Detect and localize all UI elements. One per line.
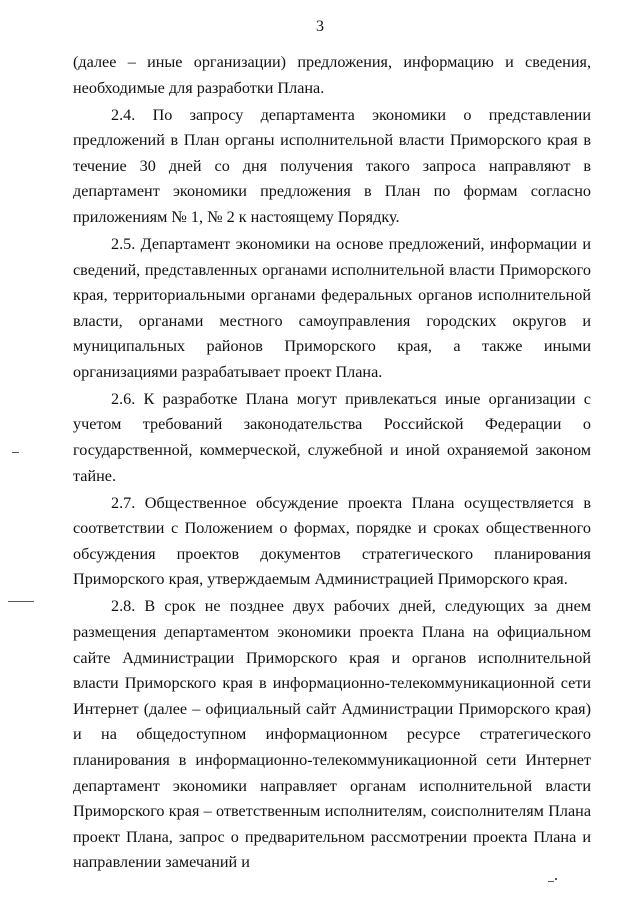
- scan-artifact-mark: [8, 601, 34, 602]
- paragraph-2-5: 2.5. Департамент экономики на основе предложений, информации и сведений, представленных органами исполнительной власти Приморского края, территориальными органами федеральных органов исполнительной власти, органами местного самоуправления городских округов и муниципальных районов Приморского края, а также иными организациями разрабатывает проект Плана.: [73, 234, 591, 381]
- scan-artifact-mark: [555, 878, 557, 880]
- paragraph-2-7: 2.7. Общественное обсуждение проекта Плана осуществляется в соответствии с Положением о формах, порядке и сроках общественного обсуждения проектов документов стратегического планирования Приморского края, утверждаемым Администрацией Приморского края.: [73, 493, 591, 589]
- paragraph-2-8: 2.8. В срок не позднее двух рабочих дней, следующих за днем размещения департаментом экономики проекта Плана на официальном сайте Администрации Приморского края и органов исполнительной власти Приморского края в информационно-телекоммуникационной сети Интернет (далее – официальный сайт Администрации Приморского края) и на общедоступном информационном ресурсе стратегического планирования в информационно-телекоммуникационной сети Интернет департамент экономики направляет органам исполнительной власти Приморского края – ответственным исполнителям, соисполнителям Плана проект Плана, запрос о предварительном рассмотрении проекта Плана и направлении замечаний и: [73, 597, 591, 872]
- paragraph-continuation: (далее – иные организации) предложения, информацию и сведения, необходимые для разработки Плана.: [73, 53, 591, 97]
- scan-artifact-mark: [12, 452, 19, 453]
- paragraph-2-6: 2.6. К разработке Плана могут привлекаться иные организации с учетом требований законодательства Российской Федерации о государственной, коммерческой, служебной и иной охраняемой законом тайне.: [73, 389, 591, 485]
- page-number: 3: [316, 18, 324, 35]
- paragraph-2-4: 2.4. По запросу департамента экономики о представлении предложений в План органы исполнительной власти Приморского края в течение 30 дней со дня получения такого запроса направляют в департамент экономики предложения в План по формам согласно приложениям № 1, № 2 к настоящему Порядку.: [73, 105, 591, 226]
- scan-artifact-mark: [548, 881, 554, 882]
- document-body: [73, 50, 591, 877]
